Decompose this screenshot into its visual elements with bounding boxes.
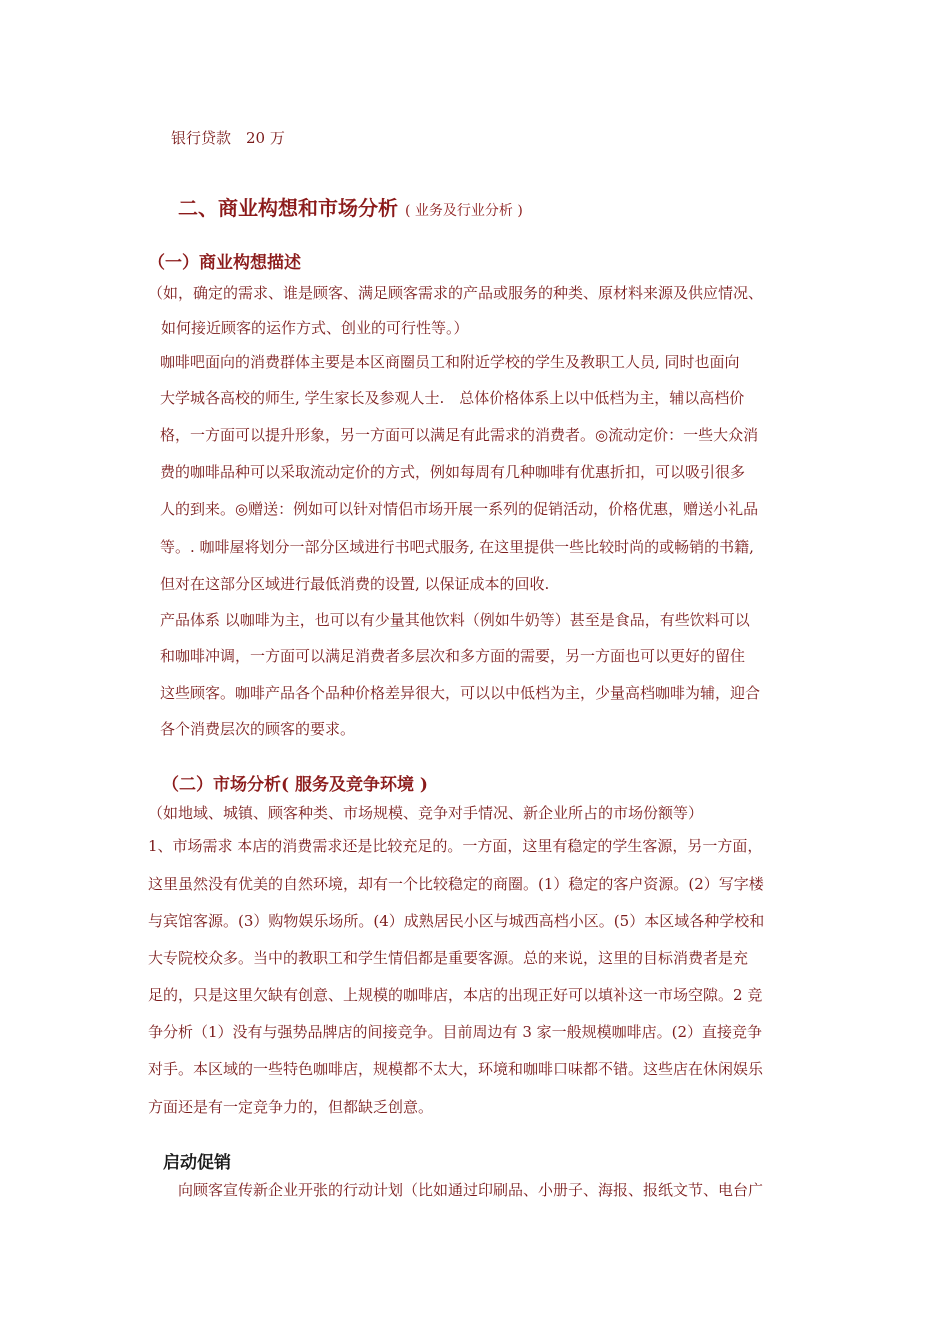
product-para-line: 产品体系 以咖啡为主，也可以有少量其他饮料（例如牛奶等）甚至是食品，有些饮料可以: [160, 611, 750, 629]
part-1-note-line: 如何接近顾客的运作方式、创业的可行性等。）: [161, 319, 469, 337]
part-2-para-line: 方面还是有一定竞争力的，但都缺乏创意。: [148, 1098, 434, 1116]
section-2-subtitle: ( 业务及行业分析 ): [404, 203, 523, 219]
part-2-para-line: 1、市场需求 本店的消费需求还是比较充足的。一方面，这里有稳定的学生客源，另一方面，: [148, 837, 763, 855]
part-2-para-line: 争分析（1）没有与强势品牌店的间接竞争。目前周边有 3 家一般规模咖啡店。(2）直接竞争: [148, 1023, 763, 1041]
product-para-line: 这些顾客。咖啡产品各个品种价格差异很大，可以以中低档为主，少量高档咖啡为辅，迎合: [160, 684, 761, 702]
funding-line: 银行贷款 20 万: [171, 129, 285, 147]
part-1-para-line: 人的到来。◎赠送：例如可以针对情侣市场开展一系列的促销活动，价格优惠，赠送小礼品: [160, 500, 759, 518]
part-2-para-line: 大专院校众多。当中的教职工和学生情侣都是重要客源。总的来说，这里的目标消费者是充: [148, 949, 749, 967]
part-2-para-line: 这里虽然没有优美的自然环境，却有一个比较稳定的商圈。(1）稳定的客户资源。(2）写字楼: [148, 875, 764, 893]
part-1-para-line: 大学城各高校的师生, 学生家长及参观人士. 总体价格体系上以中低档为主，辅以高档价: [160, 389, 745, 407]
part-1-para-line: 格，一方面可以提升形象，另一方面可以满足有此需求的消费者。◎流动定价：一些大众消: [160, 426, 759, 444]
part-2-para-line: 足的，只是这里欠缺有创意、上规模的咖啡店，本店的出现正好可以填补这一市场空隙。2 竞: [148, 986, 763, 1004]
part-1-note-line: （如，确定的需求、谁是顾客、满足顾客需求的产品或服务的种类、原材料来源及供应情况、: [148, 284, 764, 302]
part-2-para-line: 与宾馆客源。(3）购物娱乐场所。(4）成熟居民小区与城西高档小区。(5）本区域各种学校和: [148, 912, 765, 930]
product-para-line: 和咖啡冲调，一方面可以满足消费者多层次和多方面的需要，另一方面也可以更好的留住: [160, 647, 746, 665]
part-1-heading: （一）商业构想描述: [148, 253, 301, 273]
promotion-line: 向顾客宣传新企业开张的行动计划（比如通过印刷品、小册子、海报、报纸文节、电台广: [178, 1181, 764, 1199]
section-2-title: 二、商业构想和市场分析: [178, 196, 398, 220]
product-para-line: 各个消费层次的顾客的要求。: [160, 720, 356, 738]
part-2-note: （如地域、城镇、顾客种类、市场规模、竞争对手情况、新企业所占的市场份额等）: [148, 804, 704, 822]
part-1-para-line: 费的咖啡品种可以采取流动定价的方式，例如每周有几种咖啡有优惠折扣，可以吸引很多: [160, 463, 746, 481]
part-2-heading: （二）市场分析( 服务及竞争环境 ): [162, 775, 428, 795]
part-1-para-line: 咖啡吧面向的消费群体主要是本区商圈员工和附近学校的学生及教职工人员, 同时也面向: [160, 353, 740, 371]
part-1-para-line: 但对在这部分区域进行最低消费的设置, 以保证成本的回收.: [160, 575, 550, 593]
section-2-heading: [178, 192, 523, 221]
part-2-para-line: 对手。本区域的一些特色咖啡店，规模都不太大，环境和咖啡口味都不错。这些店在休闲娱乐: [148, 1060, 764, 1078]
promotion-heading: 启动促销: [163, 1153, 231, 1173]
part-1-para-line: 等。. 咖啡屋将划分一部分区域进行书吧式服务, 在这里提供一些比较时尚的或畅销的书籍,: [160, 538, 754, 556]
